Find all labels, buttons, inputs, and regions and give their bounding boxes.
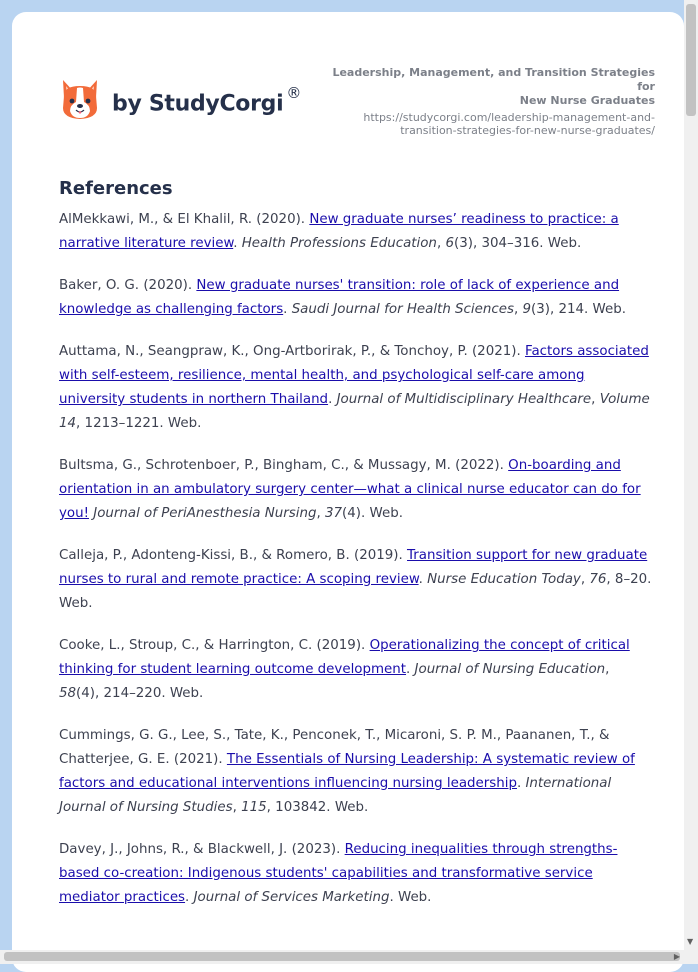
reference-item: AlMekkawi, M., & El Khalil, R. (2020). New graduate nurses’ readiness to practice: a narrative literature review. Health Professions Education, 6(3), 304–316. Web.	[59, 208, 652, 256]
reference-link[interactable]: On-boarding and orientation in an ambulatory surgery center—what a clinical nurse educator can do for you!	[59, 458, 641, 521]
reference-item: Davey, J., Johns, R., & Blackwell, J. (2023). Reducing inequalities through strengths-based co-creation: Indigenous students' capabilities and transformative service mediator practices. Journal of Services Marketing. Web.	[59, 838, 652, 910]
document-url[interactable]: https://studycorgi.com/leadership-management-and- transition-strategies-for-new-nurse-graduates/	[315, 111, 655, 137]
registered-mark: ®	[286, 84, 301, 102]
reference-link[interactable]: Factors associated with self-esteem, resilience, mental health, and psychological self-care among university students in northern Thailand	[59, 344, 649, 407]
reference-link[interactable]: New graduate nurses' transition: role of lack of experience and knowledge as challenging factors	[59, 278, 619, 317]
horizontal-scrollbar[interactable]	[0, 950, 698, 964]
vertical-scrollbar[interactable]	[684, 0, 698, 950]
reference-item: Baker, O. G. (2020). New graduate nurses' transition: role of lack of experience and knowledge as challenging factors. Saudi Journal for Health Sciences, 9(3), 214. Web.	[59, 274, 652, 322]
vertical-scrollbar-thumb[interactable]	[686, 4, 696, 116]
corgi-logo-icon	[60, 78, 100, 120]
references-section	[59, 178, 652, 928]
reference-link[interactable]: Transition support for new graduate nurses to rural and remote practice: A scoping review	[59, 548, 647, 587]
arrow-down-icon[interactable]: ▼	[687, 938, 693, 946]
studycorgi-logo[interactable]	[60, 78, 301, 120]
reference-link[interactable]: The Essentials of Nursing Leadership: A systematic review of factors and educational interventions influencing nursing leadership	[59, 752, 635, 791]
arrow-right-icon[interactable]: ▶	[674, 953, 680, 961]
reference-link[interactable]: Reducing inequalities through strengths-based co-creation: Indigenous students' capabilities and transformative service mediator practices	[59, 842, 617, 905]
references-heading: References	[59, 178, 652, 200]
reference-link[interactable]: Operationalizing the concept of critical thinking for student learning outcome development	[59, 638, 630, 677]
reference-link[interactable]: New graduate nurses’ readiness to practice: a narrative literature review	[59, 212, 619, 251]
reference-item: Bultsma, G., Schrotenboer, P., Bingham, C., & Mussagy, M. (2022). On-boarding and orientation in an ambulatory surgery center—what a clinical nurse educator can do for you! Journal of PeriAnesthesia Nursing, 37(4). Web.	[59, 454, 652, 526]
reference-item: Cummings, G. G., Lee, S., Tate, K., Penconek, T., Micaroni, S. P. M., Paananen, T., & Chatterjee, G. E. (2021). The Essentials of Nursing Leadership: A systematic review of factors and educational interventions influencing nursing leadership. International Journal of Nursing Studies, 115, 103842. Web.	[59, 724, 652, 820]
document-title: Leadership, Management, and Transition Strategies for New Nurse Graduates	[315, 66, 655, 108]
reference-item: Calleja, P., Adonteng-Kissi, B., & Romero, B. (2019). Transition support for new graduate nurses to rural and remote practice: A scoping review. Nurse Education Today, 76, 8–20. Web.	[59, 544, 652, 616]
reference-item: Auttama, N., Seangpraw, K., Ong-Artborirak, P., & Tonchoy, P. (2021). Factors associated with self-esteem, resilience, mental health, and psychological self-care among university students in northern Thailand. Journal of Multidisciplinary Healthcare, Volume 14, 1213–1221. Web.	[59, 340, 652, 436]
brand-name: by StudyCorgi ®	[112, 88, 301, 116]
reference-item: Cooke, L., Stroup, C., & Harrington, C. (2019). Operationalizing the concept of critical thinking for student learning outcome development. Journal of Nursing Education, 58(4), 214–220. Web.	[59, 634, 652, 706]
document-page	[12, 12, 684, 972]
document-meta	[315, 66, 655, 137]
horizontal-scrollbar-thumb[interactable]	[4, 952, 680, 961]
